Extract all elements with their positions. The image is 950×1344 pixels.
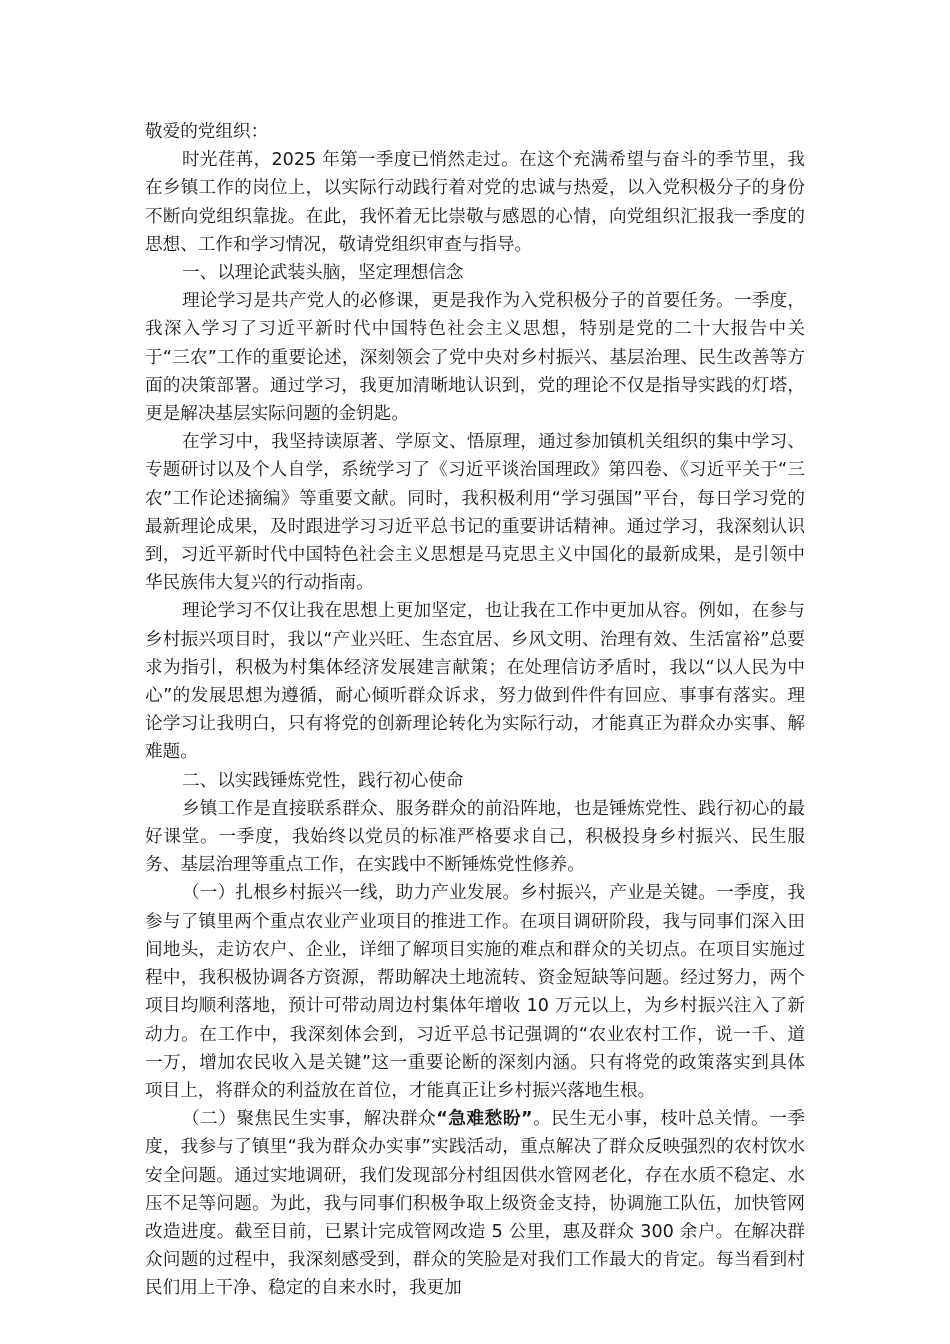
livelihood-rest: 。民生无小事，枝叶总关情。一季度，我参与了镇里“我为群众办实事”实践活动，重点解决了群众反映强烈的农村饮水安全问题。通过实地调研，我们发现部分村组因供水管网老化，存在水质不稳定、水压不足等问题。为此，我与同事们积极争取上级资金支持，协调施工队伍，加快管网改造进度。截至目前，已累计完成管网改造 5 公里，惠及群众 300 余户。在解决群众问题的过程中，我深刻感受到，群众的笑脸是对我们工作最大的肯定。每当看到村民们用上干净、稳定的自来水时，我更加 — [145, 1109, 805, 1299]
practice-paragraph-1: 乡镇工作是直接联系群众、服务群众的前沿阵地，也是锤炼党性、践行初心的最好课堂。一季度，我始终以党员的标准严格要求自己，积极投身乡村振兴、民生服务、基层治理等重点工作，在实践中不断锤炼党性修养。 — [145, 798, 805, 876]
theory-paragraph-1: 理论学习是共产党人的必修课，更是我作为入党积极分子的首要任务。一季度，我深入学习了习近平新时代中国特色社会主义思想，特别是党的二十大报告中关于“三农”工作的重要论述，深刻领会了党中央对乡村振兴、基层治理、民生改善等方面的决策部署。通过学习，我更加清晰地认识到，党的理论不仅是指导实践的灯塔，更是解决基层实际问题的金钥匙。 — [145, 291, 805, 425]
theory-paragraph-2: 在学习中，我坚持读原著、学原文、悟原理，通过参加镇机关组织的集中学习、专题研讨以及个人自学，系统学习了《习近平谈治国理政》第四卷、《习近平关于“三农”工作论述摘编》等重要文献。同时，我积极利用“学习强国”平台，每日学习党的最新理论成果，及时跟进学习习近平总书记的重要讲话精神。通过学习，我深刻认识到，习近平新时代中国特色社会主义思想是马克思主义中国化的最新成果，是引领中华民族伟大复兴的行动指南。 — [145, 432, 805, 594]
livelihood-bold-phrase: “急难愁盼” — [436, 1109, 533, 1130]
document-body — [145, 118, 805, 1303]
intro-paragraph: 时光荏苒，2025 年第一季度已悄然走过。在这个充满希望与奋斗的季节里，我在乡镇工作的岗位上，以实际行动践行着对党的忠诚与热爱，以入党积极分子的身份不断向党组织靠拢。在此，我怀着无比崇敬与感恩的心情，向党组织汇报我一季度的思想、工作和学习情况，敬请党组织审查与指导。 — [145, 150, 805, 255]
section-heading-theory: 一、以理论武装头脑，坚定理想信念 — [182, 263, 464, 284]
practice-paragraph-livelihood — [145, 1105, 805, 1302]
section-heading-practice: 二、以实践锤炼党性，践行初心使命 — [182, 770, 464, 791]
theory-paragraph-3: 理论学习不仅让我在思想上更加坚定，也让我在工作中更加从容。例如，在参与乡村振兴项目时，我以“产业兴旺、生态宜居、乡风文明、治理有效、生活富裕”总要求为指引，积极为村集体经济发展建言献策；在处理信访矛盾时，我以“以人民为中心”的发展思想为遵循，耐心倾听群众诉求，努力做到件件有回应、事事有落实。理论学习让我明白，只有将党的创新理论转化为实际行动，才能真正为群众办实事、解难题。 — [145, 601, 805, 763]
practice-paragraph-rural: （一）扎根乡村振兴一线，助力产业发展。乡村振兴，产业是关键。一季度，我参与了镇里两个重点农业产业项目的推进工作。在项目调研阶段，我与同事们深入田间地头，走访农户、企业，详细了解项目实施的难点和群众的关切点。在项目实施过程中，我积极协调各方资源，帮助解决土地流转、资金短缺等问题。经过努力，两个项目均顺利落地，预计可带动周边村集体年增收 10 万元以上，为乡村振兴注入了新动力。在工作中，我深刻体会到，习近平总书记强调的“农业农村工作，说一千、道一万，增加农民收入是关键”这一重要论断的深刻内涵。只有将党的政策落实到具体项目上，将群众的利益放在首位，才能真正让乡村振兴落地生根。 — [145, 883, 805, 1101]
livelihood-lead: （二）聚焦民生实事，解决群众 — [182, 1109, 437, 1130]
salutation: 敬爱的党组织： — [145, 122, 269, 142]
